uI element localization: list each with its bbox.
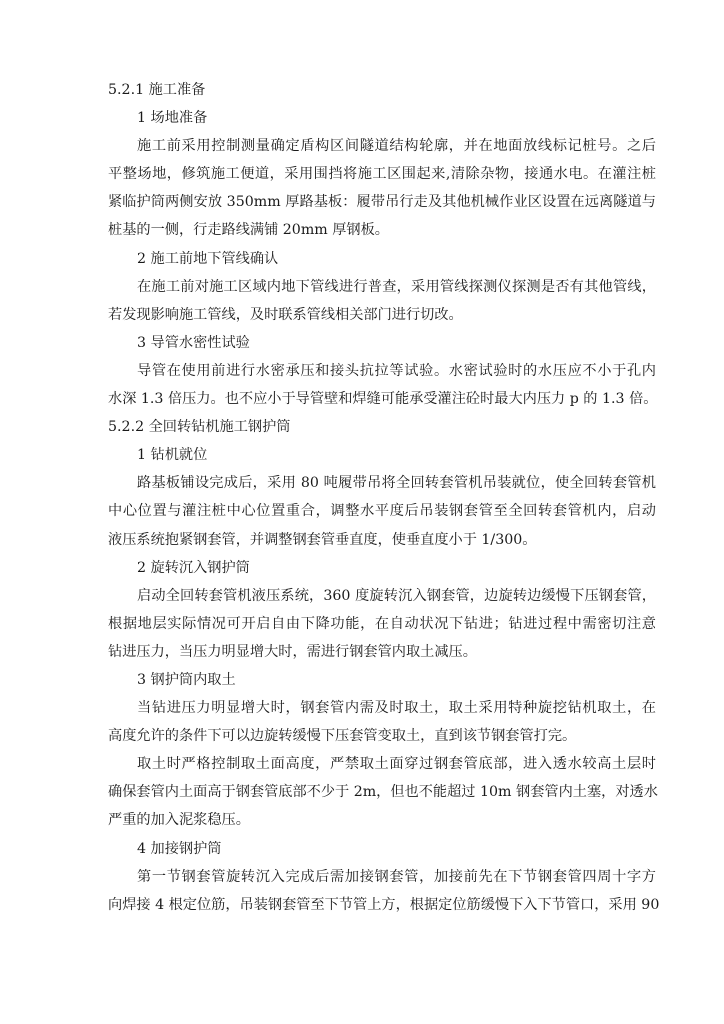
paragraph-line: 中心位置与灌注桩中心位置重合，调整水平度后吊装钢套管至全回转套管机内，启动 [108,503,656,520]
subsection-heading: 3 钢护筒内取土 [137,671,236,688]
paragraph-line: 根据地层实际情况可开启自由下降功能，在自动状况下钻进；钻进过程中需密切注意 [108,615,656,632]
subsection-heading: 3 导管水密性试验 [137,334,250,351]
paragraph-line: 紧临护筒两侧安放 350mm 厚路基板：履带吊行走及其他机械作业区设置在远离隧道与 [108,194,656,211]
subsection-heading: 4 加接钢护筒 [137,840,222,857]
paragraph-line: 严重的加入泥浆稳压。 [108,812,250,829]
paragraph-line: 导管在使用前进行水密承压和接头抗拉等试验。水密试验时的水压应不小于孔内 [137,362,656,379]
subsection-heading: 1 钻机就位 [137,447,208,464]
document-body [108,80,660,923]
subsection-heading: 2 旋转沉入钢护筒 [137,559,250,576]
paragraph-line: 第一节钢套管旋转沉入完成后需加接钢套管，加接前先在下节钢套管四周十字方 [137,868,656,885]
paragraph-line: 在施工前对施工区域内地下管线进行普查，采用管线探测仪探测是否有其他管线， [137,278,656,295]
paragraph-line: 水深 1.3 倍压力。也不应小于导管壁和焊缝可能承受灌注砼时最大内压力 p 的 1.3 倍。 [108,391,658,408]
paragraph-line: 液压系统抱紧钢套管，并调整钢套管垂直度，使垂直度小于 1/300。 [108,531,537,548]
paragraph-line: 施工前采用控制测量确定盾构区间隧道结构轮廓，并在地面放线标记桩号。之后 [137,138,656,155]
subsection-heading: 2 施工前地下管线确认 [137,250,279,267]
paragraph-line: 钻进压力，当压力明显增大时，需进行钢套管内取土减压。 [108,643,477,660]
paragraph-line: 启动全回转套管机液压系统，360 度旋转沉入钢套管，边旋转边缓慢下压钢套管， [137,587,656,604]
paragraph-line: 高度允许的条件下可以边旋转缓慢下压套管变取土，直到该节钢套管打完。 [108,728,577,745]
paragraph-line: 平整场地，修筑施工便道，采用围挡将施工区围起来,清除杂物，接通水电。在灌注桩 [108,166,656,183]
section-heading: 5.2.2 全回转钻机施工钢护筒 [108,419,291,436]
paragraph-line: 取土时严格控制取土面高度，严禁取土面穿过钢套管底部，进入透水较高土层时 [137,756,656,773]
paragraph-line: 确保套管内土面高于钢套管底部不少于 2m，但也不能超过 10m 钢套管内土塞，对透水 [108,784,658,801]
paragraph-line: 向焊接 4 根定位筋，吊装钢套管至下节管上方，根据定位筋缓慢下入下节管口，采用 90 [108,896,660,913]
paragraph-line: 若发现影响施工管线，及时联系管线相关部门进行切改。 [108,306,463,323]
subsection-heading: 1 场地准备 [137,110,208,127]
paragraph-line: 桩基的一侧，行走路线满铺 20mm 厚钢板。 [108,222,389,239]
paragraph-line: 路基板铺设完成后，采用 80 吨履带吊将全回转套管机吊装就位，使全回转套管机 [137,475,656,492]
section-heading: 5.2.1 施工准备 [108,82,206,98]
paragraph-line: 当钻进压力明显增大时，钢套管内需及时取土，取土采用特种旋挖钻机取土，在 [137,700,656,717]
